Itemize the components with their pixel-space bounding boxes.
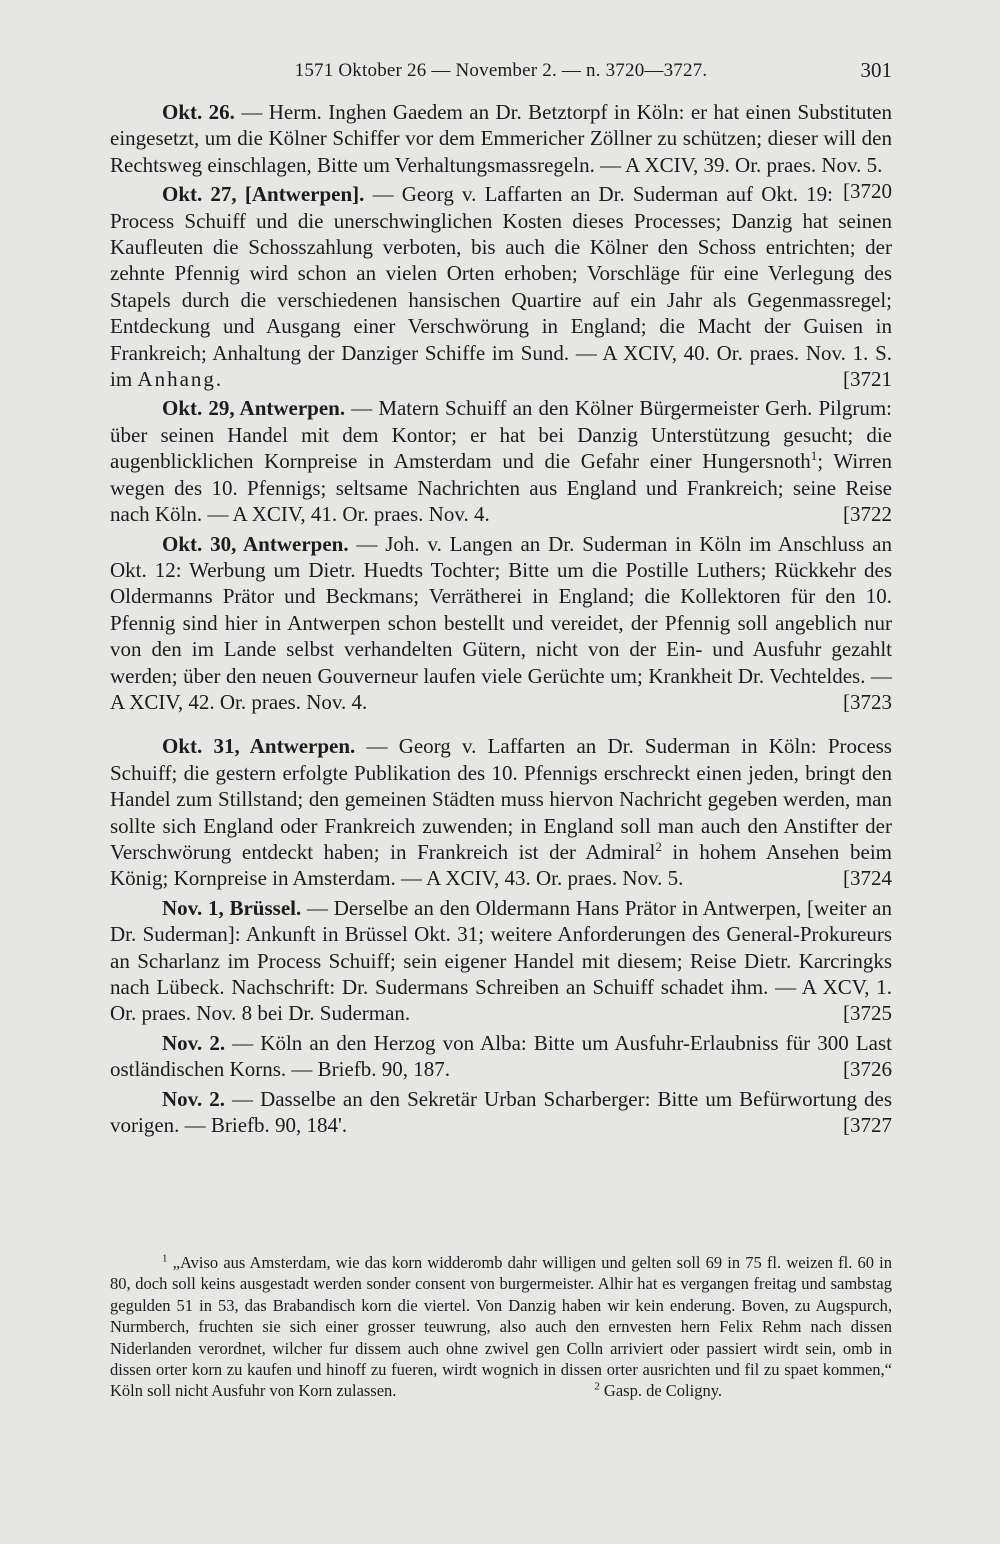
entry-3723 (110, 531, 892, 716)
entry-heading: Okt. 31, Antwerpen. (162, 734, 356, 759)
entry-reference: Anhang. (137, 367, 224, 392)
entry-3727 (110, 1086, 892, 1139)
footnote-1 (110, 1252, 892, 1402)
entry-number: [3727 (843, 1113, 892, 1138)
footnote-2-text: Gasp. de Coligny. (599, 1381, 722, 1401)
entry-text: — Derselbe an den Oldermann Hans Prätor in Antwerpen, [weiter an Dr. Suderman]: Ankunft in Brüssel Okt. 31; weitere Anforderungen des General-Prokureurs an Scharlanz im Process Schuiff; sein eigener Handel mit diesem; Reise Dietr. Karcringks nach Lübeck. Nachschrift: Dr. Sudermans Schreiben an Schuiff schadet ihm. — A XCV, 1. Or. praes. Nov. 8 bei Dr. Suderman. (110, 895, 893, 1026)
entry-text: — Georg v. Laffarten an Dr. Suderman auf Okt. 19: Process Schuiff und die unerschwinglichen Kosten dieses Processes; Danzig hat seinen Kaufleuten die Schosszahlung verboten, bis auch die Kölner den Schoss entrichten; der zehnte Pfennig wird schon an vielen Orten erhoben; Vorschläge für eine Verlegung des Stapels durch die verschiedenen hansischen Quartire auf ein Jahr als Gegenmassregel; Entdeckung und Ausgang einer Verschwörung in England; die Macht der Guisen in Frankreich; Anhaltung der Danziger Schiffe im Sund. — A XCIV, 40. Or. praes. Nov. 1. S. im (110, 182, 892, 392)
entry-3724 (110, 733, 892, 891)
footnote-marker: 2 (655, 838, 662, 854)
footnote-1-mark: 1 (162, 1252, 168, 1265)
entry-number: [3725 (843, 1001, 892, 1026)
entry-text-continued: ; Wirren wegen des 10. Pfennigs; seltsame Nachrichten aus England und Frankreich; seine Reise nach Köln. — A XCIV, 41. Or. praes. Nov. 4. (110, 449, 892, 527)
entry-3722 (110, 395, 892, 527)
entry-number: [3723 (843, 689, 892, 714)
footnote-2-mark: 2 (594, 1380, 600, 1393)
entry-number: [3720 (843, 179, 892, 204)
entry-number: [3726 (843, 1057, 892, 1082)
entry-text: — Joh. v. Langen an Dr. Suderman in Köln im Anschluss an Okt. 12: Werbung um Dietr. Huedts Tochter; Bitte um die Postille Luthers; Rückkehr des Oldermanns Prätor und Beckmans; Verrätherei in England; die Kollektoren für den 10. Pfennig sind hier in Antwerpen schon bestellt und vereidet, der Pfennig soll angeblich nur von den im Lande selbst verhandelten Gütern, nicht von der Ein- und Ausfuhr gezahlt werden; über den neuen Gouverneur laufen viele Gerüchte um; Krankheit Dr. Vechteldes. — A XCIV, 42. Or. praes. Nov. 4. (110, 531, 892, 714)
footnote-marker: 1 (810, 448, 818, 464)
entry-heading: Okt. 26. (162, 100, 235, 124)
footnote-1-text: „Aviso aus Amsterdam, wie das korn widderomb dahr willigen und gelten soll 69 in 75 fl. weizen fl. 60 in 80, doch soll keins ausgestadt werden sonder consent von burgermeister. Alhir hat es vergangen freitag und sambstag gegulden 51 in 53, das Brabandisch korn die viertel. Von Danzig haben wir kein enderung. Boven, zu Augspurch, Nurmberch, fruchten sie sich einer grosser teuwrung, also auch den ernvesten hern Felix Rehm nach dissen Niderlanden verordnet, wilcher fur dissem auch ohne zwivel gen Colln arriviert oder passiert wirdt sein, omb in dissen orter korn zu kaufen und hinoff zu fueren, wirdt wognich in dissen orter ausrichten und fil zu spaet kommen,“ Köln soll nicht Ausfuhr von Korn zulassen. (110, 1253, 892, 1401)
entry-text-continued: in hohem Ansehen beim König; Kornpreise in Amsterdam. — A XCIV, 43. Or. praes. Nov. 5. (110, 839, 892, 891)
running-title: 1571 Oktober 26 — November 2. — n. 3720—3727. (294, 60, 708, 81)
entry-number: [3721 (843, 367, 892, 392)
entry-text: — Georg v. Laffarten an Dr. Suderman in Köln: Process Schuiff; die gestern erfolgte Publikation des 10. Pfennigs erschreckt einen jeden, bringt den Handel zum Stillstand; den gemeinen Städten muss hiervon Nachricht gegeben werden, man sollte sich England oder Frankreich zuwenden; in England soll man auch den Anstifter der Verschwörung entdeckt haben; in Frankreich ist der Admiral (110, 734, 892, 864)
regest-entries (110, 99, 892, 1138)
entry-text: — Herm. Inghen Gaedem an Dr. Betztorpf in Köln: er hat einen Substituten eingesetzt, um die Kölner Schiffer vor dem Emmericher Zöllner zu schützen; dieser will den Rechtsweg einschlagen, Bitte um Verhaltungsmassregeln. — A XCIV, 39. Or. praes. Nov. 5. (110, 100, 892, 177)
footnote-2 (582, 1380, 722, 1401)
entry-3726 (110, 1030, 892, 1083)
page-number: 301 (860, 58, 892, 82)
entry-heading: Okt. 29, Antwerpen. (162, 396, 346, 421)
footnotes (110, 1252, 892, 1402)
entry-heading: Nov. 1, Brüssel. (162, 895, 302, 920)
entry-text: — Matern Schuiff an den Kölner Bürgermeister Gerh. Pilgrum: über seinen Handel mit dem Kontor; er hat bei Danzig Unterstützung gesucht; die augenblicklichen Kornpreise in Amsterdam und die Gefahr einer Hungersnoth (110, 396, 892, 474)
entry-heading: Okt. 27, [Antwerpen]. (162, 182, 365, 207)
entry-heading: Okt. 30, Antwerpen. (162, 531, 349, 556)
running-header (110, 60, 892, 90)
entry-text: — Dasselbe an den Sekretär Urban Scharberger: Bitte um Befürwortung des vorigen. — Briefb. 90, 184'. (110, 1086, 892, 1138)
entry-number: [3722 (843, 502, 892, 527)
entry-3721 (110, 181, 892, 392)
entry-number: [3724 (843, 866, 892, 891)
entry-heading: Nov. 2. (162, 1030, 226, 1055)
entry-text: — Köln an den Herzog von Alba: Bitte um Ausfuhr-Erlaubniss für 300 Last ostländischen Korns. — Briefb. 90, 187. (110, 1030, 892, 1082)
entry-heading: Nov. 2. (162, 1086, 226, 1111)
entry-3725 (110, 895, 892, 1027)
